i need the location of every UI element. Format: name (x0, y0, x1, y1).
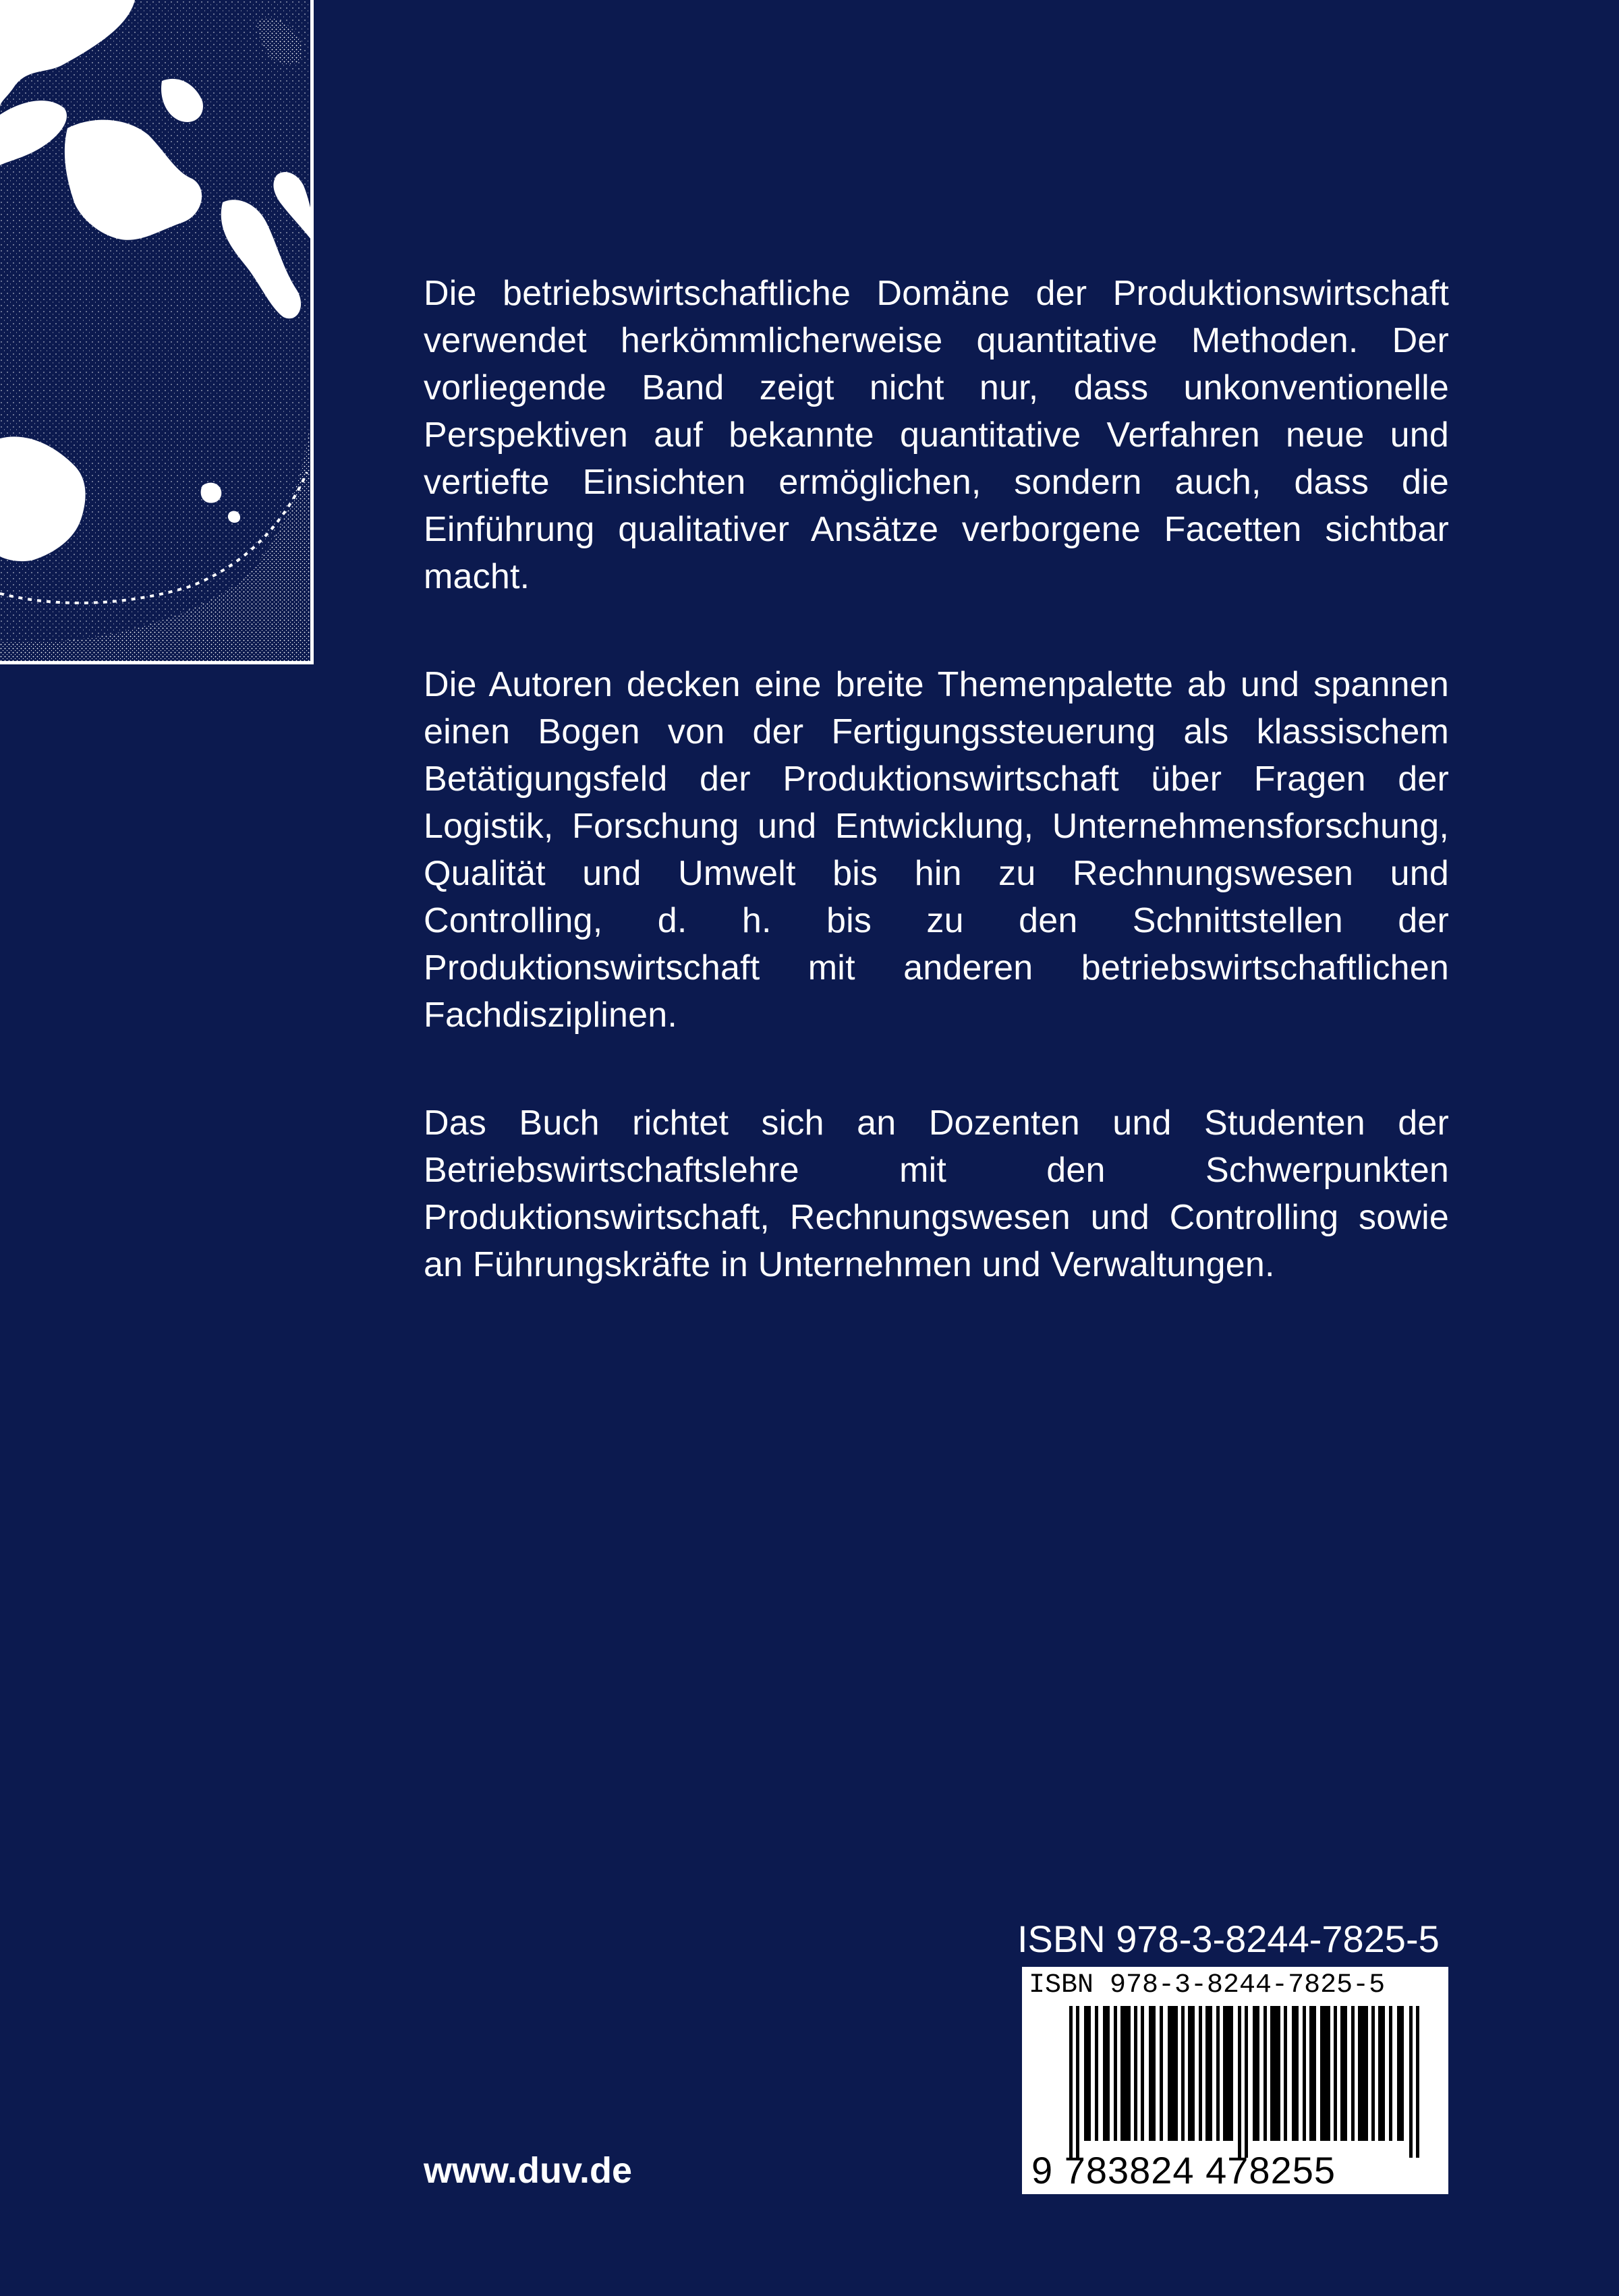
barcode-icon (1069, 2006, 1420, 2158)
barcode-digits: 9 783824 478255 (1031, 2149, 1336, 2191)
isbn-label: ISBN 978-3-8244-7825-5 (1017, 1918, 1440, 1960)
blurb-paragraph-1: Die betriebswirtschaftliche Domäne der Produktionswirtschaft verwendet herkömmlicherweise quantitative Methoden. Der vorliegende Band zeigt nicht nur, dass unkonventionelle Perspektiven auf bekannte quantitative Verfahren neue und vertiefte Einsichten ermöglichen, sondern auch, dass die Einführung qualitativer Ansätze verborgene Facetten sichtbar macht. (424, 274, 1449, 596)
blurb-paragraph-2: Die Autoren decken eine breite Themenpalette ab und spannen einen Bogen von der Fertigungssteuerung als klassischem Betätigungsfeld der Produktionswirtschaft über Fragen der Logistik, Forschung und Entwicklung, Unternehmensforschung, Qualität und Umwelt bis hin zu Rechnungswesen und Controlling, d. h. bis zu den Schnittstellen der Produktionswirtschaft mit anderen betriebswirtschaftlichen Fachdisziplinen. (424, 665, 1449, 1035)
back-cover-blurb (424, 270, 1449, 1349)
barcode-block (1022, 1967, 1448, 2194)
publisher-website: www.duv.de (424, 2150, 633, 2191)
blurb-paragraph-3: Das Buch richtet sich an Dozenten und Studenten der Betriebswirtschaftslehre mit den Schwerpunkten Produktionswirtschaft, Rechnungswesen und Controlling sowie an Führungskräfte in Unternehmen und Verwaltungen. (424, 1103, 1449, 1284)
globe-map-illustration (0, 0, 314, 664)
barcode-isbn-label: ISBN 978-3-8244-7825-5 (1029, 1970, 1386, 2001)
